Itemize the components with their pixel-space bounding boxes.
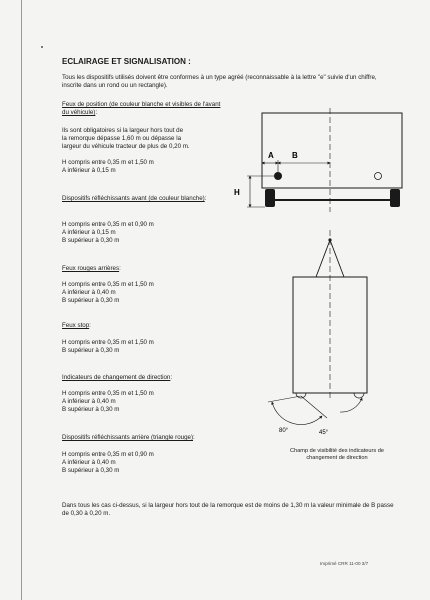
section-body-position-lights: Ils sont obligatoires si la largeur hors tout de la remorque dépasse 1,60 m ou dépasse la largeur du véhicule tracteur de plus de 0,20 m. H compris entre 0,35 m et 1,50 m A inférieur à 0,15 m [62,127,190,174]
label-a: A [268,151,274,160]
visibility-ray-left [268,396,301,402]
section-heading-text: Feux de position (de couleur blanche et visibles de l'avant du véhicule) [62,101,221,116]
section-heading-suffix: : [119,265,121,272]
wheel-right [390,189,400,207]
visibility-arc-45 [340,398,362,412]
visibility-arc-80 [272,402,322,425]
drawbar-left [316,240,330,277]
wheel-left [265,189,275,207]
label-h: H [234,188,240,197]
angle-label-80: 80° [279,428,289,434]
section-heading-suffix: : [170,374,173,381]
diagram-caption: Champ de visibilité des indicateurs de changement de direction [290,448,384,461]
trailer-body-front [262,113,402,188]
section-body-stop-lights: H compris entre 0,35 m et 1,50 m B supérieur à 0,30 m [62,339,154,354]
trailer-top-view [268,230,367,436]
indicator-right [354,393,364,398]
section-body-direction-indicators: H compris entre 0,35 m et 1,50 m A inférieur à 0,40 m B supérieur à 0,30 m [62,390,154,413]
conclusion-paragraph: Dans tous les cas ci-dessus, si la largeur hors tout de la remorque est de moins de 1,30 m la valeur minimale de B passe de 0,30 à 0,20 m. [62,502,394,518]
indicator-left [296,393,306,398]
section-body-front-reflectors: H compris entre 0,35 m et 0,90 m A inférieur à 0,15 m B supérieur à 0,30 m [62,221,154,244]
section-heading-suffix: : [95,109,98,116]
page-title: ECLAIRAGE ET SIGNALISATION : [62,57,191,66]
section-heading-text: Feux rouges arrières [62,265,120,272]
section-heading-text: Dispositifs réfléchissants arrière (triangle rouge) [62,434,194,441]
drawbar-right [330,240,344,277]
visibility-ray-center [301,396,327,418]
section-heading-suffix: : [89,322,91,329]
position-light-right [375,173,382,180]
section-heading-suffix: : [193,434,195,441]
section-heading-suffix: : [204,195,207,202]
section-heading-text: Feux stop [62,322,90,329]
section-body-rear-lights: H compris entre 0,35 m et 1,50 m A inférieur à 0,40 m B supérieur à 0,30 m [62,281,154,304]
intro-paragraph: Tous les dispositifs utilisés doivent être conformes à un type agréé (reconnaissable à la lettre "e" suivie d'un chiffre, inscrite dans un rond ou un rectangle). [62,74,377,90]
footer-print-ref: Imprimé CRR 11-00 3/7 [320,561,369,566]
label-b: B [292,151,298,160]
section-body-rear-reflectors: H compris entre 0,35 m et 0,90 m A inférieur à 0,40 m B supérieur à 0,30 m [62,451,154,474]
angle-label-45: 45° [319,430,329,436]
trailer-front-view [234,108,402,212]
section-heading-text: Dispositifs réfléchissants avant (de couleur blanche) [62,195,205,202]
section-heading-text: Indicateurs de changement de direction [62,374,171,381]
